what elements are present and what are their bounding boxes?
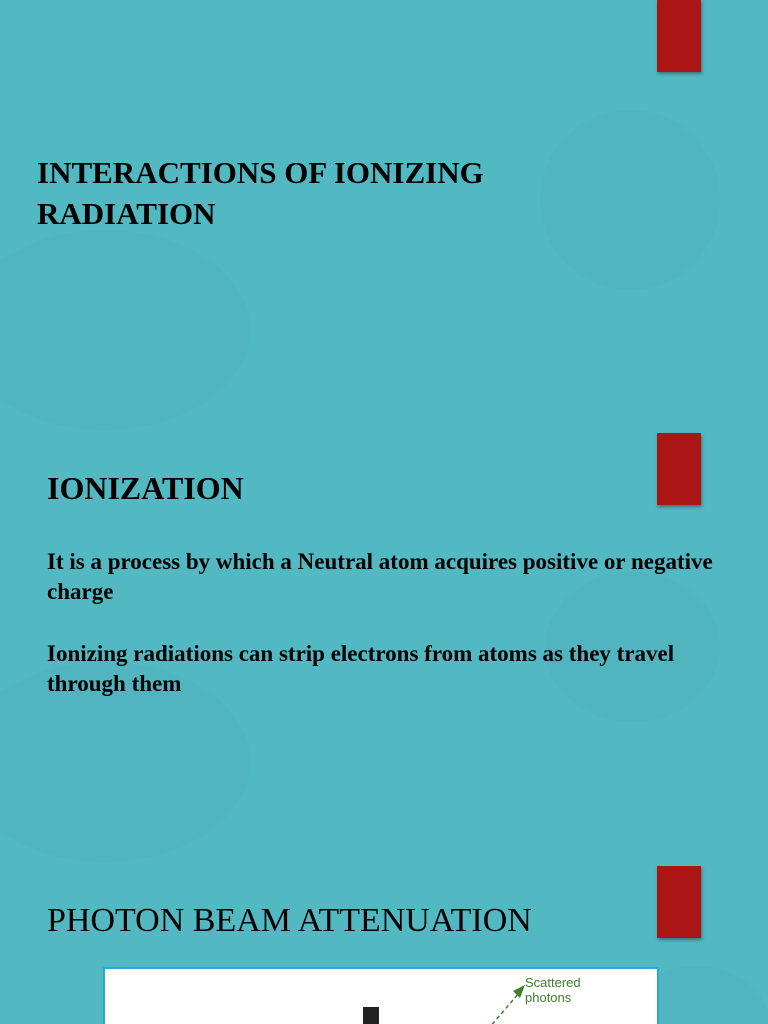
attenuation-diagram [103,967,659,1024]
absorber-block [363,1007,379,1024]
paragraph-definition: It is a process by which a Neutral atom acquires positive or negative charge [47,549,713,604]
label-line: Scattered [525,975,581,990]
slide-title: IONIZATION [47,470,244,506]
slide-3 [0,866,768,1024]
slide-title: PHOTON BEAM ATTENUATION [47,902,532,939]
accent-bar [657,433,701,505]
accent-bar [657,0,701,72]
paragraph-ionizing-radiations: Ionizing radiations can strip electrons from atoms as they travel through them [47,641,675,696]
slide-1 [0,0,768,432]
slide-title: INTERACTIONS OF IONIZING RADIATION [37,155,484,231]
slide-2 [0,432,768,866]
accent-bar [657,866,701,938]
label-line: photons [525,990,572,1005]
background-circle [0,230,250,430]
scattered-photons-label [525,975,581,1005]
